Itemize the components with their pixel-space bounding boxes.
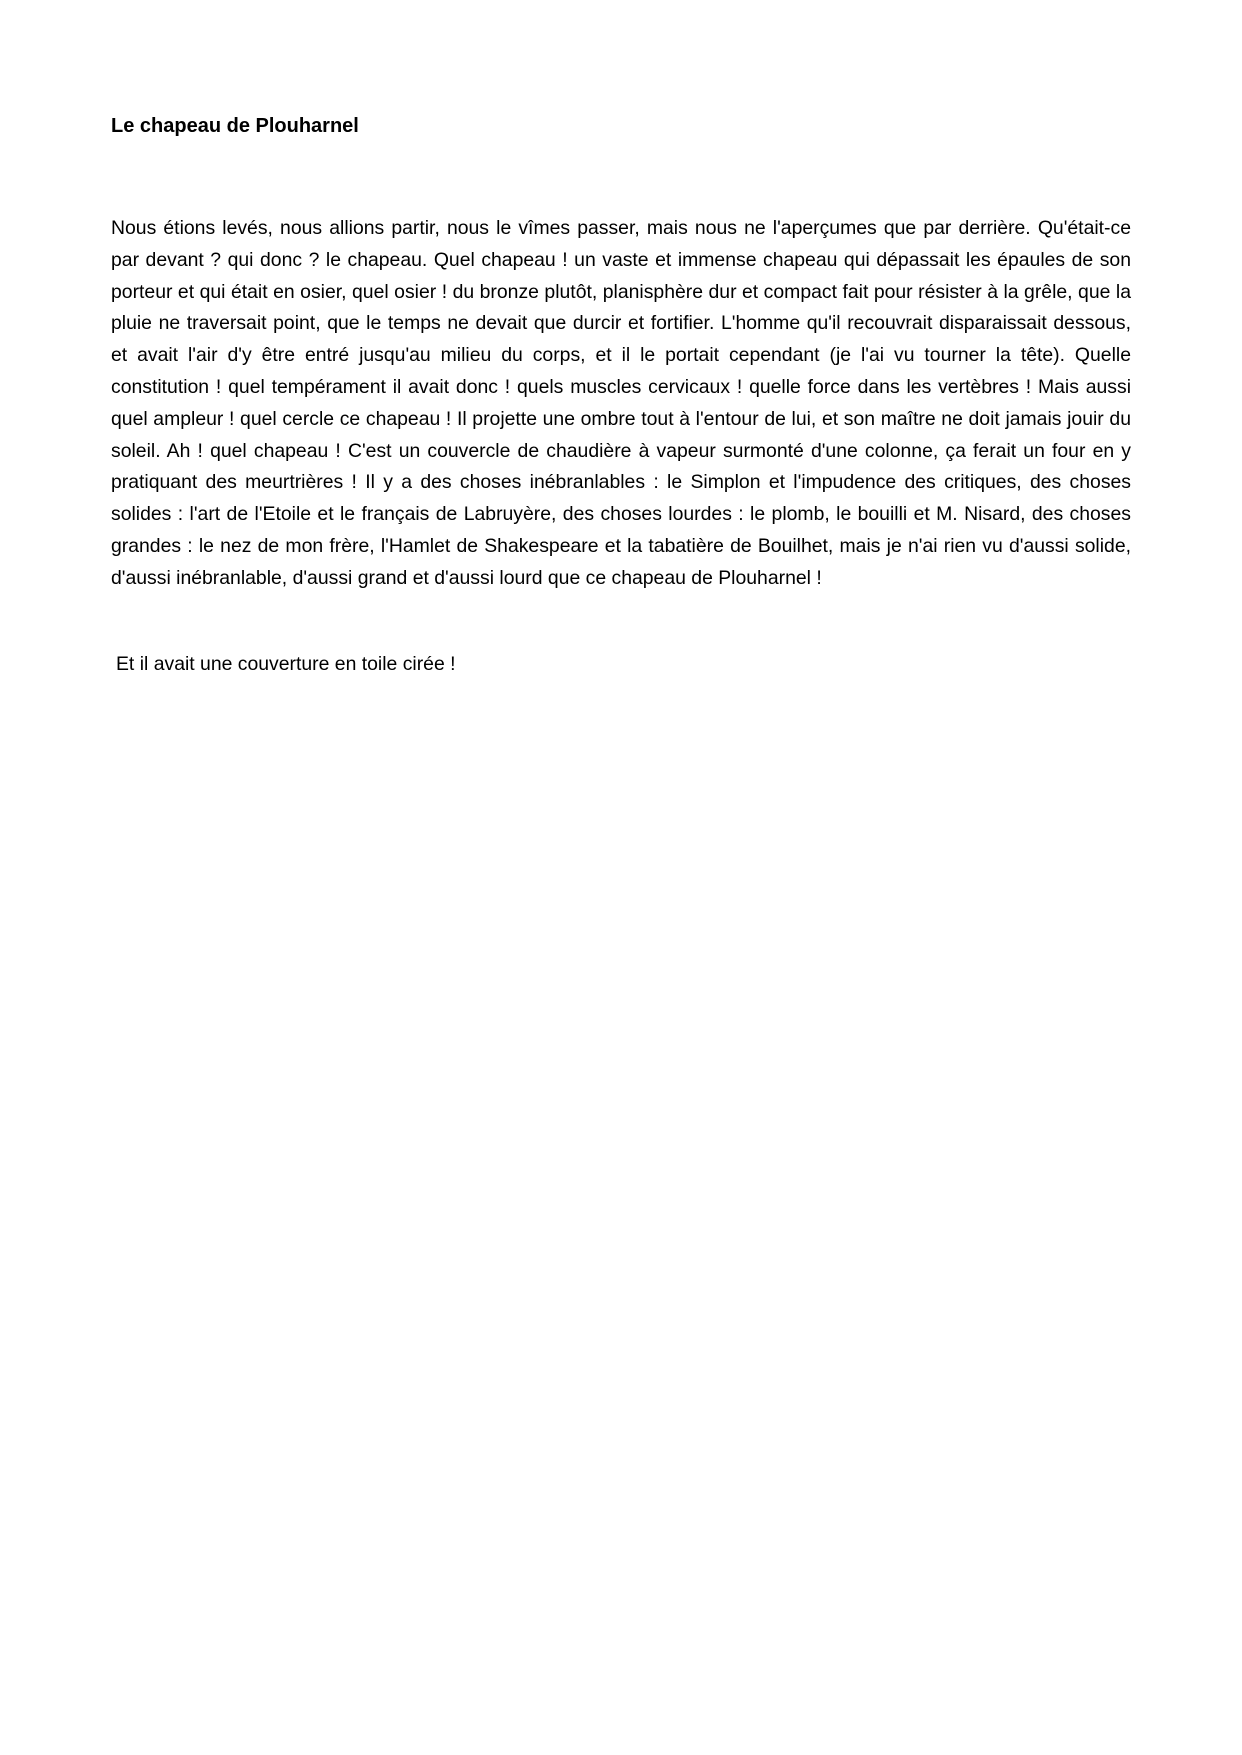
body-paragraph: Nous étions levés, nous allions partir, nous le vîmes passer, mais nous ne l'aperçumes que par derrière. Qu'était-ce par devant ? qui donc ? le chapeau. Quel chapeau ! un vaste et immense chapeau qui dépassait les épaules de son porteur et qui était en osier, quel osier ! du bronze plutôt, planisphère dur et compact fait pour résister à la grêle, que la pluie ne traversait point, que le temps ne devait que durcir et fortifier. L'homme qu'il recouvrait disparaissait dessous, et avait l'air d'y être entré jusqu'au milieu du corps, et il le portait cependant (je l'ai vu tourner la tête). Quelle constitution ! quel tempérament il avait donc ! quels muscles cervicaux ! quelle force dans les vertèbres ! Mais aussi quel ampleur ! quel cercle ce chapeau ! Il projette une ombre tout à l'entour de lui, et son maître ne doit jamais jouir du soleil. Ah ! quel chapeau ! C'est un couvercle de chaudière à vapeur surmonté d'une colonne, ça ferait un four en y pratiquant des meurtrières ! Il y a des choses inébranlables : le Simplon et l'impudence des critiques, des choses solides : l'art de l'Etoile et le français de Labruyère, des choses lourdes : le plomb, le bouilli et M. Nisard, des choses grandes : le nez de mon frère, l'Hamlet de Shakespeare et la tabatière de Bouilhet, mais je n'ai rien vu d'aussi solide, d'aussi inébranlable, d'aussi grand et d'aussi lourd que ce chapeau de Plouharnel !: [111, 217, 1131, 589]
closing-line: Et il avait une couverture en toile cirée !: [116, 653, 456, 675]
document-title: Le chapeau de Plouharnel: [111, 115, 359, 137]
